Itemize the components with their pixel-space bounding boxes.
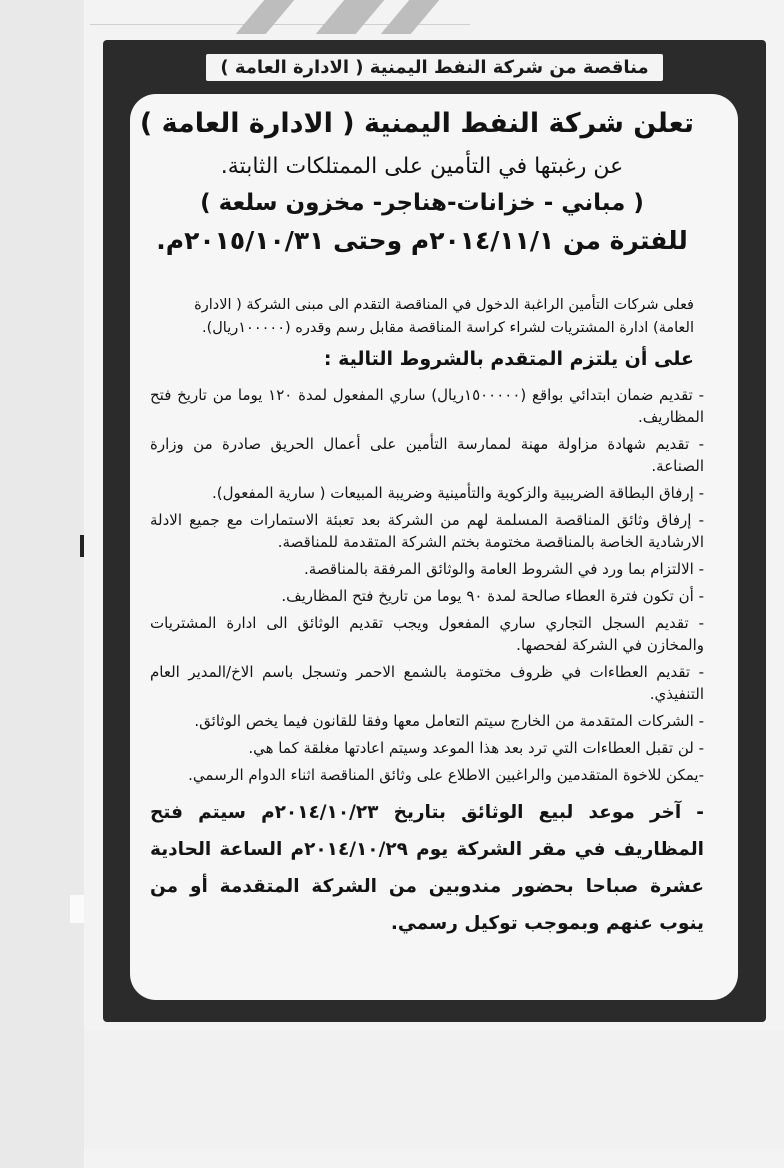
property-types: ( مباني - خزانات-هناجر- مخزون سلعة ): [200, 190, 644, 216]
final-deadline-notice: - آخر موعد لبيع الوثائق بتاريخ ٢٠١٤/١٠/٢٣م سيتم فتح المظاريف في مقر الشركة يوم ٢٠١٤/١٠/٢٩م الساعة الحادية عشرة صباحا بحضور مندوبين من الشركة المتقدمة أو من ينوب عنهم وبموجب توكيل رسمي.: [150, 802, 704, 934]
condition-item: - الالتزام بما ورد في الشروط العامة والوثائق المرفقة بالمناقصة.: [304, 560, 704, 578]
condition-item: - إرفاق وثائق المناقصة المسلمة لهم من الشركة بعد تعبئة الاستمارات مع جميع الادلة الارشادية الخاصة بالمناقصة مختومة بختم الشركة المتقدمة للمناقصة.: [150, 511, 704, 551]
condition-item: - تقديم شهادة مزاولة مهنة لممارسة التأمين على أعمال الحريق صادرة من وزارة الصناعة.: [150, 435, 704, 475]
condition-item: - إرفاق البطاقة الضريبية والزكوية والتأمينية وضريبة المبيعات ( سارية المفعول).: [212, 484, 704, 502]
conditions-list: [150, 384, 704, 947]
advertisement-header: [103, 40, 766, 94]
condition-item: - تقديم ضمان ابتدائي بواقع (١٥٠٠٠٠٠ريال) ساري المفعول لمدة ١٢٠ يوما من تاريخ فتح المظاريف.: [150, 386, 704, 426]
conditions-heading: على أن يلتزم المتقدم بالشروط التالية :: [323, 348, 694, 370]
advertisement-body: [130, 94, 738, 1000]
intro-paragraph: فعلى شركات التأمين الراغبة الدخول في المناقصة التقدم الى مبنى الشركة ( الادارة العامة) ادارة المشتريات لشراء كراسة المناقصة مقابل رسم وقدره (١٠٠٠٠٠ريال).: [194, 297, 694, 336]
condition-item: -يمكن للاخوة المتقدمين والراغبين الاطلاع على وثائق المناقصة اثناء الدوام الرسمي.: [188, 766, 704, 784]
advertisement-header-title: مناقصة من شركة النفط اليمنية ( الادارة العامة ): [206, 54, 662, 81]
page-bottom-margin: [84, 1030, 784, 1148]
coverage-period: للفترة من ٢٠١٤/١١/١م وحتى ٢٠١٥/١٠/٣١م.: [156, 226, 688, 255]
announcement-title: تعلن شركة النفط اليمنية ( الادارة العامة ): [139, 108, 694, 139]
condition-item: - تقديم العطاءات في ظروف مختومة بالشمع الاحمر وتسجل باسم الاخ/المدير العام التنفيذي.: [150, 663, 704, 703]
adjacent-column-strip: [0, 0, 84, 1168]
condition-item: - أن تكون فترة العطاء صالحة لمدة ٩٠ يوما من تاريخ فتح المظاريف.: [281, 587, 704, 605]
announcement-subtitle: عن رغبتها في التأمين على الممتلكات الثابتة.: [220, 154, 624, 179]
condition-item: - تقديم السجل التجاري ساري المفعول ويجب تقديم الوثائق الى ادارة المشتريات والمخازن في الشركة لفحصها.: [150, 614, 704, 654]
condition-item: - الشركات المتقدمة من الخارج سيتم التعامل معها وفقا للقانون فيما يخص الوثائق.: [194, 712, 704, 730]
condition-item: - لن تقبل العطاءات التي ترد بعد هذا الموعد وسيتم اعادتها مغلقة كما هي.: [248, 739, 704, 757]
